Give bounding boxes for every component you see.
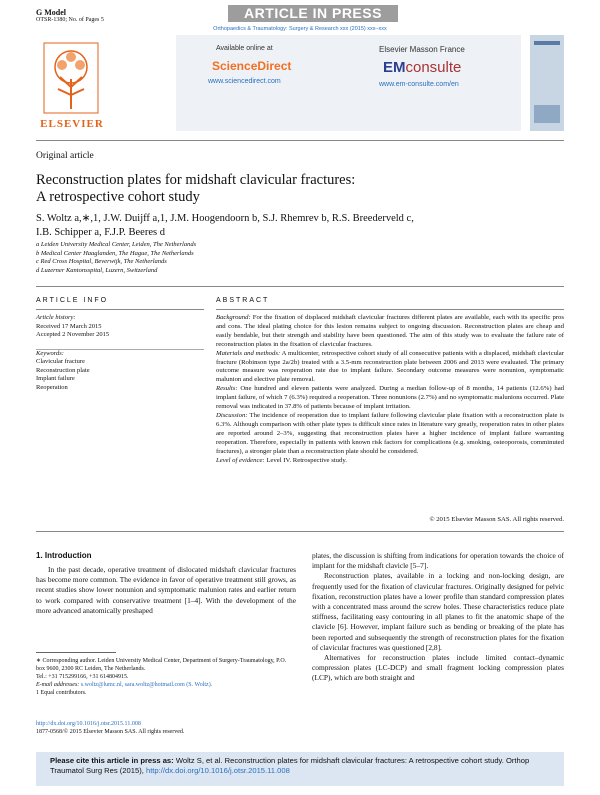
affiliation-d: d Luzerner Kantonsspital, Luzern, Switzerland bbox=[36, 266, 158, 274]
article-ref: OTSR-1380; No. of Pages 5 bbox=[36, 17, 104, 23]
abstract-heading: ABSTRACT bbox=[216, 297, 270, 304]
footnotes bbox=[36, 657, 296, 697]
journal-line[interactable]: Orthopaedics & Traumatology: Surgery & Research xxx (2015) xxx–xxx bbox=[213, 26, 387, 32]
emc-logo-em: EM bbox=[383, 59, 406, 76]
available-online-label: Available online at bbox=[216, 45, 273, 52]
publisher-banner bbox=[36, 35, 564, 131]
methods-text: A multicenter, retrospective cohort study of all consecutive patients with a displaced, midshaft clavicular fracture (Robinson type 2a/2b) treated with a 3.5-mm reconstruction plate between 2006 and 2013 were evaluated. The primary outcome measure was reoperation rate due to implant failure. Secondary outcome measures were nonunion, symptomatic malunion and elective plate removal. bbox=[216, 349, 564, 384]
affiliation-b: b Medical Center Haaglanden, The Hague, The Netherlands bbox=[36, 249, 194, 257]
keyword: Clavicular fracture bbox=[36, 358, 85, 365]
author-list bbox=[36, 212, 556, 240]
intro-paragraph-2: Reconstruction plates, available in a locking and non-locking design, are frequently used for the fixation of clavicular fractures. Originally designed for pelvic fixation, reconstruction plates have a lower profile than standard compression plates with a concentrated mass around the screw holes. These characteristics reduce plate stiffness, facilitating easy contouring in all planes to fit the anatomic shape of the clavicle [6]. However, implant failure such as bending or breaking of the plate has been reported and subsequently the strength of reconstruction plates for the fixation of clavicular fractures was questioned [2,8]. bbox=[312, 571, 564, 652]
doi-block bbox=[36, 720, 296, 736]
body-column-right bbox=[312, 551, 564, 684]
discussion-label: Discussion: bbox=[216, 411, 248, 419]
copyright-notice: © 2015 Elsevier Masson SAS. All rights reserved. bbox=[429, 516, 564, 523]
cover-band bbox=[534, 41, 560, 45]
citation-text bbox=[50, 756, 555, 776]
level-text: Level IV. Retrospective study. bbox=[266, 456, 347, 464]
abstract-body bbox=[216, 314, 564, 465]
intro-paragraph-3: Alternatives for reconstruction plates include limited contact–dynamic compression plates (LC-DCP) and small fragment locking compression plates (LCP), which are both straight and bbox=[312, 653, 564, 683]
issn-line: 1877-0568/© 2015 Elsevier Masson SAS. All rights reserved. bbox=[36, 729, 185, 735]
intro-paragraph-1: In the past decade, operative treatment of dislocated midshaft clavicular fractures has become more common. The evidence in favor of operative treatment still grows, as recent studies show lower nonunion and symptomatic malunion rates and earlier return to work compared with conservative treatment [1–4]. With the development of the more advanced anatomically preshaped bbox=[36, 565, 296, 615]
keyword: Implant failure bbox=[36, 375, 75, 382]
email-label: E-mail addresses: bbox=[36, 682, 80, 688]
results-label: Results: bbox=[216, 385, 238, 393]
sciencedirect-logo: ScienceDirect bbox=[212, 59, 292, 73]
title-line-2: A retrospective cohort study bbox=[36, 189, 200, 205]
citation-box bbox=[36, 752, 564, 786]
background-text: For the fixation of displaced midshaft clavicular fractures different plates are available, each with its specific pros and cons. The ideal plating choice for this lesion remains subject to ongoing discussion. Reconstruction plates are cheap and easily bendable, but their strength and stability have been questioned. The aim of this study was to evaluate the failure rate of reconstruction plates in the fixation of clavicular fractures. bbox=[216, 314, 564, 348]
email-addresses[interactable]: s.woltz@lumc.nl, sara.woltz@hotmail.com (S. Woltz). bbox=[80, 682, 213, 688]
cover-image bbox=[534, 105, 560, 123]
article-title bbox=[36, 172, 516, 206]
elsevier-tree-icon bbox=[40, 39, 102, 117]
body-column-left bbox=[36, 565, 296, 616]
received-date: Received 17 March 2015 bbox=[36, 322, 102, 330]
keywords-rule bbox=[36, 349, 204, 350]
results-text: One hundred and eleven patients were analyzed. During a median follow-up of 8 months, 14 patients (12.6%) had implant failure, of which 7 (6.3%) required a reoperation. Three nonunions (2.7%) and no symptomatic malunions occurred. Plate removal was indicated in 37.8% of patients because of implant irritation. bbox=[216, 385, 565, 411]
article-info bbox=[36, 314, 204, 392]
accepted-date: Accepted 2 November 2015 bbox=[36, 331, 110, 338]
elsevier-logo-area bbox=[36, 35, 206, 131]
em-consulte-panel bbox=[341, 35, 521, 131]
article-type: Original article bbox=[36, 151, 94, 161]
telephone-note: Tel.: +31 715299166, +31 614804915. bbox=[36, 674, 129, 680]
affiliations bbox=[36, 241, 336, 275]
emc-url[interactable]: www.em-consulte.com/en bbox=[379, 81, 459, 88]
citation-doi-link[interactable]: http://dx.doi.org/10.1016/j.otsr.2015.11.008 bbox=[145, 766, 290, 775]
methods-label: Materials and methods: bbox=[216, 349, 281, 357]
emc-logo-consulte: consulte bbox=[405, 59, 462, 76]
emc-publisher-name: Elsevier Masson France bbox=[379, 45, 465, 54]
section-heading-introduction: 1. Introduction bbox=[36, 551, 92, 560]
article-info-heading: ARTICLE INFO bbox=[36, 297, 109, 304]
equal-contributors-note: 1 Equal contributors. bbox=[36, 690, 87, 696]
em-consulte-logo bbox=[383, 59, 461, 76]
elsevier-wordmark: ELSEVIER bbox=[40, 118, 104, 130]
abstract-bottom-rule bbox=[36, 531, 564, 532]
keyword: Reconstruction plate bbox=[36, 366, 90, 374]
info-top-rule bbox=[36, 286, 564, 287]
authors-line-2: I.B. Schipper a, F.J.P. Beeres d bbox=[36, 227, 165, 238]
header-rule bbox=[36, 140, 564, 141]
doi-link[interactable]: http://dx.doi.org/10.1016/j.otsr.2015.11.008 bbox=[36, 721, 141, 727]
intro-paragraph-continued: plates, the discussion is shifting from indications for operation towards the choice of implant for the midshaft clavicle [5–7]. bbox=[312, 551, 564, 571]
background-label: Background: bbox=[216, 314, 251, 321]
affiliation-a: a Leiden University Medical Center, Leiden, The Netherlands bbox=[36, 241, 197, 248]
sciencedirect-url[interactable]: www.sciencedirect.com bbox=[208, 78, 281, 85]
journal-cover-thumbnail bbox=[530, 35, 564, 131]
article-in-press-banner: ARTICLE IN PRESS bbox=[228, 5, 398, 22]
keywords-label: Keywords: bbox=[36, 349, 64, 357]
g-model-label: G Model bbox=[36, 8, 66, 17]
citation-lead: Please cite this article in press as: bbox=[50, 756, 174, 765]
history-label: Article history: bbox=[36, 314, 76, 321]
footnote-rule bbox=[36, 652, 116, 653]
article-info-rule bbox=[36, 309, 204, 310]
keyword: Reoperation bbox=[36, 383, 68, 391]
authors-line-1: S. Woltz a,∗,1, J.W. Duijff a,1, J.M. Hoogendoorn b, S.J. Rhemrev b, R.S. Breederveld c, bbox=[36, 213, 414, 224]
discussion-text: The incidence of reoperation due to implant failure following clavicular plate fixation with a reconstruction plate is 6.3%. Although comparison with other plate types is difficult since rates in literature vary greatly, reoperation rates in other plates are reported around 2–3%, suggesting that reconstruction plates have a higher incidence of implant failure warranting reoperation. Therefore, especially in patients with known risk factors for complications (e.g. smoking, osteoporosis, comminuted fractures), a stronger plate than a reconstruction plate should be considered. bbox=[216, 411, 564, 455]
citation-body: Woltz S, et al. Reconstruction plates for midshaft clavicular fractures: A retrospective cohort study. Orthop Traumatol Surg Res (2015), bbox=[50, 756, 530, 775]
corresponding-author-note: ∗ Corresponding author. Leiden University Medical Center, Department of Surgery-Traumatology, P.O. box 9600, 2300 RC Leiden, The Netherlands. bbox=[36, 658, 287, 672]
abstract-rule bbox=[216, 309, 564, 310]
title-line-1: Reconstruction plates for midshaft clavicular fractures: bbox=[36, 172, 356, 188]
level-label: Level of evidence: bbox=[216, 456, 265, 464]
affiliation-c: c Red Cross Hospital, Beverwijk, The Netherlands bbox=[36, 258, 167, 265]
